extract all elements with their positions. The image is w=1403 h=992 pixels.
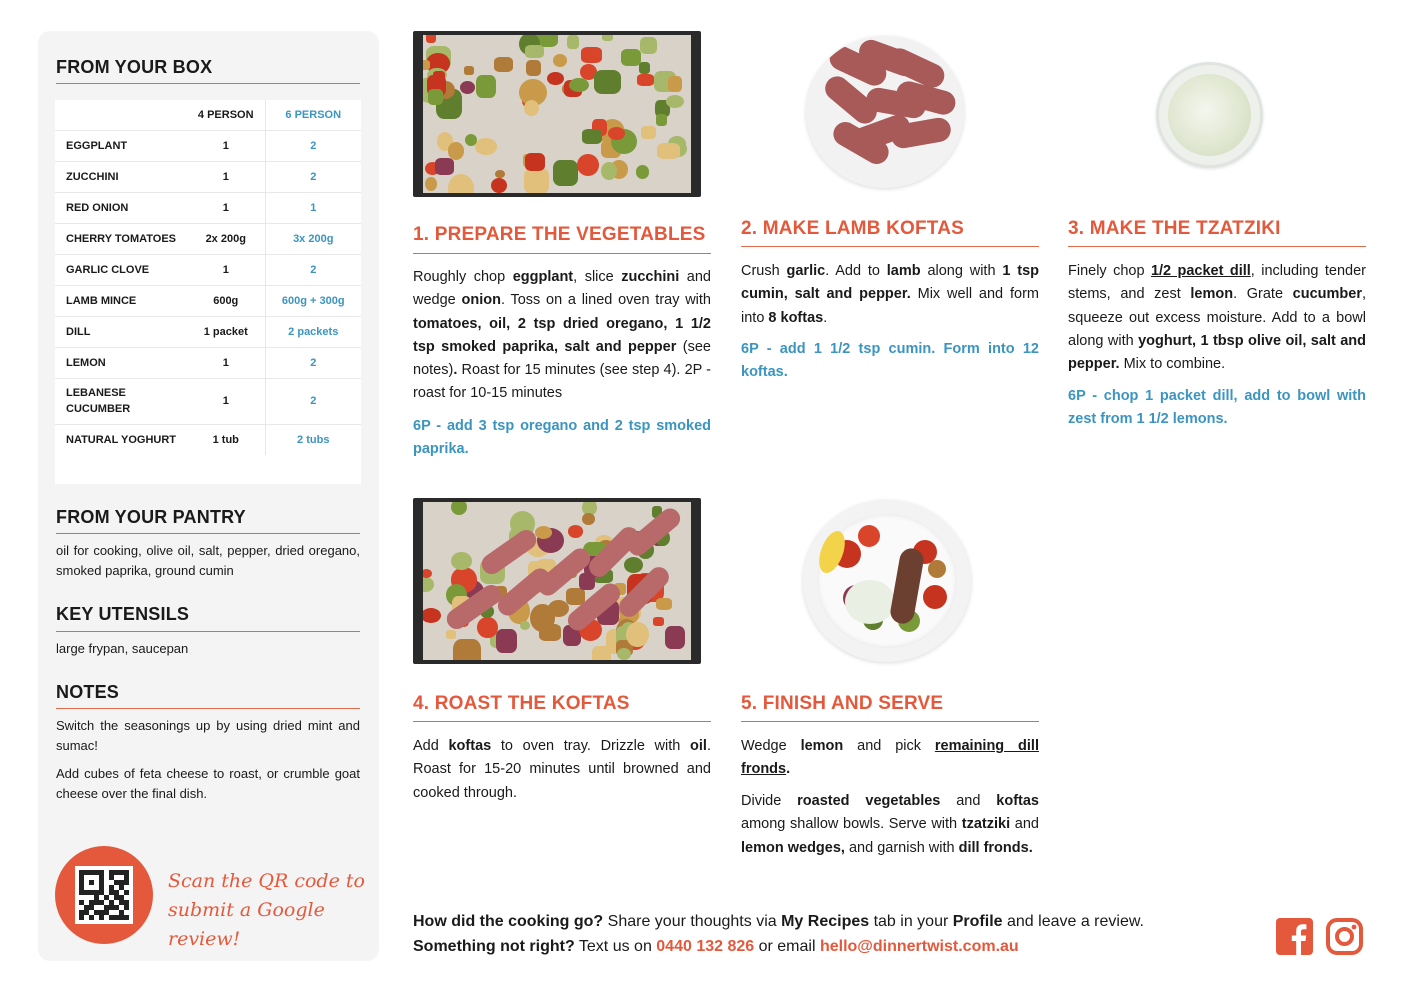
ingredients-table <box>55 100 361 484</box>
footer-contact-line: Something not right? Text us on 0440 132 826 or email hello@dinnertwist.com.au <box>413 938 1019 955</box>
instagram-icon[interactable] <box>1326 918 1363 955</box>
step-1-text: Roughly chop eggplant, slice zucchini and wedge onion. Toss on a lined oven tray with tomatoes, oil, 2 tsp dried oregano, 1 1/2 tsp smoked paprika, salt and pepper (see notes). Roast for 15 minutes (see step 4). 2P - roast for 10-15 minutes <box>413 269 711 402</box>
email-link[interactable]: hello@dinnertwist.com.au <box>819 938 1019 955</box>
divider <box>1068 246 1366 247</box>
notes-heading: NOTES <box>56 682 120 702</box>
sidebar <box>38 31 379 961</box>
table-row: EGGPLANT 1 2 <box>55 130 361 161</box>
step-2-six-person: 6P - add 1 1/2 tsp cumin. Form into 12 koftas. <box>741 341 1039 381</box>
step-3-text: Finely chop 1/2 packet dill, including tender stems, and zest lemon. Grate cucumber, squeeze out excess moisture. Add to a bowl along with yoghurt, 1 tbsp olive oil, salt and pepper. Mix to combine. <box>1068 263 1366 373</box>
facebook-icon[interactable] <box>1276 918 1313 955</box>
finished-dish-photo <box>803 500 971 662</box>
table-row: LAMB MINCE 600g 600g + 300g <box>55 285 361 316</box>
divider <box>741 721 1039 722</box>
step-4-text: Add koftas to oven tray. Drizzle with oil. Roast for 15-20 minutes until browned and cooked through. <box>413 738 711 801</box>
utensils-text: large frypan, saucepan <box>56 641 189 656</box>
pantry-heading: FROM YOUR PANTRY <box>56 507 246 527</box>
table-row: LEMON 1 2 <box>55 347 361 378</box>
col-4-person: 4 PERSON <box>197 108 254 121</box>
table-row: GARLIC CLOVE 1 2 <box>55 254 361 285</box>
note-1: Switch the seasonings up by using dried mint and sumac! <box>56 718 360 753</box>
phone-link[interactable]: 0440 132 826 <box>656 938 755 955</box>
divider <box>56 533 360 534</box>
step-1-six-person: 6P - add 3 tsp oregano and 2 tsp smoked paprika. <box>413 418 711 458</box>
qr-code-icon[interactable] <box>75 866 133 924</box>
note-2: Add cubes of feta cheese to roast, or crumble goat cheese over the final dish. <box>56 766 360 801</box>
koftas-tray-photo <box>413 498 701 664</box>
step-2-text: Crush garlic. Add to lamb along with 1 tsp cumin, salt and pepper. Mix well and form into 8 koftas. <box>741 263 1039 326</box>
step-5-text-1: Wedge lemon and pick remaining dill fronds. <box>741 738 1039 778</box>
divider <box>56 708 360 709</box>
table-row: ZUCCHINI 1 2 <box>55 161 361 192</box>
divider <box>741 246 1039 247</box>
from-your-box-heading: FROM YOUR BOX <box>56 57 213 77</box>
table-row: NATURAL YOGHURT 1 tub 2 tubs <box>55 424 361 455</box>
utensils-heading: KEY UTENSILS <box>56 604 190 624</box>
step-5-title: 5. FINISH AND SERVE <box>741 693 944 714</box>
divider <box>413 721 711 722</box>
divider <box>413 253 711 254</box>
qr-caption: Scan the QR code to submit a Google review! <box>168 870 365 950</box>
table-row: CHERRY TOMATOES 2x 200g 3x 200g <box>55 223 361 254</box>
step-2-title: 2. MAKE LAMB KOFTAS <box>741 218 964 239</box>
step-1-title: 1. PREPARE THE VEGETABLES <box>413 224 706 245</box>
table-row: LEBANESE CUCUMBER 1 2 <box>55 378 361 424</box>
pantry-text: oil for cooking, olive oil, salt, pepper, dried oregano, smoked paprika, ground cumin <box>56 543 360 578</box>
divider <box>56 631 360 632</box>
qr-badge <box>55 846 153 944</box>
lamb-koftas-photo <box>806 36 964 188</box>
step-3-title: 3. MAKE THE TZATZIKI <box>1068 218 1281 239</box>
footer-review-line: How did the cooking go? Share your thoughts via My Recipes tab in your Profile and leave a review. <box>413 913 1144 930</box>
col-6-person: 6 PERSON <box>265 100 361 130</box>
tzatziki-bowl-photo <box>1156 62 1263 168</box>
step-4-title: 4. ROAST THE KOFTAS <box>413 693 630 714</box>
step-5-text-2: Divide roasted vegetables and koftas among shallow bowls. Serve with tzatziki and lemon wedges, and garnish with dill fronds. <box>741 793 1039 856</box>
vegetables-tray-photo <box>413 31 701 197</box>
table-header-row <box>55 100 361 130</box>
table-row: DILL 1 packet 2 packets <box>55 316 361 347</box>
divider <box>56 83 360 84</box>
table-row: RED ONION 1 1 <box>55 192 361 223</box>
step-3-six-person: 6P - chop 1 packet dill, add to bowl with zest from 1 1/2 lemons. <box>1068 388 1366 428</box>
